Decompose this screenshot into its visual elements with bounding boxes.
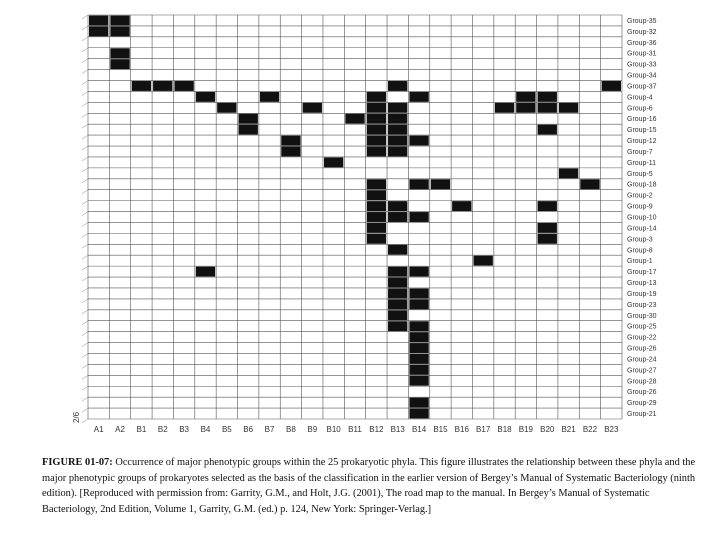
- x-tick-label: B16: [454, 425, 469, 434]
- x-tick-label: B13: [390, 425, 405, 434]
- filled-cell: [538, 92, 557, 102]
- row-stub: [82, 310, 88, 314]
- filled-cell: [281, 136, 300, 146]
- row-stub: [82, 201, 88, 205]
- filled-cell: [303, 103, 322, 113]
- filled-cell: [367, 190, 386, 200]
- filled-cell: [580, 179, 599, 189]
- y-tick-label: Group-4: [627, 94, 653, 102]
- filled-cells: [89, 16, 621, 419]
- filled-cell: [388, 299, 407, 309]
- filled-cell: [516, 92, 535, 102]
- y-tick-label: Group-3: [627, 236, 653, 244]
- filled-cell: [516, 103, 535, 113]
- filled-cell: [409, 409, 428, 419]
- filled-cell: [367, 125, 386, 135]
- row-stub: [82, 288, 88, 292]
- y-tick-label: Group-14: [627, 225, 657, 233]
- filled-cell: [602, 81, 621, 91]
- y-tick-label: Group-17: [627, 269, 657, 277]
- row-stub: [82, 255, 88, 259]
- x-tick-label: A1: [93, 425, 104, 434]
- row-stub: [82, 375, 88, 379]
- filled-cell: [367, 234, 386, 244]
- filled-cell: [367, 223, 386, 233]
- filled-cell: [132, 81, 151, 91]
- filled-cell: [217, 103, 236, 113]
- row-stub: [82, 408, 88, 412]
- filled-cell: [388, 201, 407, 211]
- y-tick-label: Group-5: [627, 170, 653, 178]
- y-tick-label: Group-28: [627, 378, 657, 386]
- y-tick-label: Group-30: [627, 312, 657, 320]
- filled-cell: [388, 103, 407, 113]
- filled-cell: [110, 48, 129, 58]
- y-tick-label: Group-36: [627, 39, 657, 47]
- y-tick-label: Group-13: [627, 280, 657, 288]
- row-stub: [82, 37, 88, 41]
- filled-cell: [110, 59, 129, 69]
- y-tick-label: Group-32: [627, 28, 657, 36]
- y-tick-label: Group-26: [627, 389, 657, 397]
- x-tick-label: B19: [518, 425, 533, 434]
- row-stub: [82, 26, 88, 30]
- x-tick-label: B15: [433, 425, 448, 434]
- filled-cell: [367, 92, 386, 102]
- y-tick-label: Group-35: [627, 17, 657, 25]
- row-stub: [82, 146, 88, 150]
- filled-cell: [196, 267, 215, 277]
- filled-cell: [409, 332, 428, 342]
- row-stub: [82, 179, 88, 183]
- filled-cell: [388, 125, 407, 135]
- x-tick-label: B14: [411, 425, 427, 434]
- row-stub: [82, 277, 88, 281]
- filled-cell: [89, 26, 108, 36]
- y-tick-labels: [627, 18, 657, 418]
- figure-label: FIGURE 01-07:: [42, 457, 113, 468]
- filled-cell: [388, 147, 407, 157]
- row-stub: [82, 222, 88, 226]
- row-stub: [82, 397, 88, 401]
- filled-cell: [559, 168, 578, 178]
- y-tick-label: Group-7: [627, 148, 653, 156]
- x-tick-label: A2: [115, 425, 125, 434]
- filled-cell: [388, 245, 407, 255]
- filled-cell: [388, 278, 407, 288]
- y-tick-label: Group-27: [627, 367, 657, 375]
- filled-cell: [239, 125, 258, 135]
- x-tick-label: B23: [604, 425, 619, 434]
- filled-cell: [495, 103, 514, 113]
- x-tick-label: B20: [540, 425, 555, 434]
- y-tick-label: Group-12: [627, 138, 657, 146]
- row-stub: [82, 212, 88, 216]
- x-tick-label: B4: [200, 425, 211, 434]
- x-tick-label: B2: [157, 425, 168, 434]
- filled-cell: [473, 256, 492, 266]
- filled-cell: [367, 212, 386, 222]
- filled-cell: [174, 81, 193, 91]
- filled-cell: [89, 16, 108, 26]
- figure-caption-text: Occurrence of major phenotypic groups within the 25 prokaryotic phyla. This figure illustrates the relationship between these phyla and the major phenotypic groups of prokaryotes selected as the basis of the classification in the earlier version of Bergey’s Manual of Systematic Bacteriology (ninth edition). [Reproduced with permission from: Garrity, G.M., and Holt, J.G. (2001), The road map to the manual. In Bergey’s Manual of Systematic Bacteriology, 2nd Edition, Volume 1, Garrity, G.M. (ed.) p. 124, New York: Springer-Verlag.]: [42, 457, 696, 515]
- y-tick-label: Group-22: [627, 334, 657, 342]
- corner-label: 2/6: [72, 411, 81, 423]
- x-tick-label: B7: [264, 425, 275, 434]
- y-tick-label: Group-23: [627, 301, 657, 309]
- x-tick-label: B11: [348, 425, 362, 434]
- y-tick-label: Group-16: [627, 116, 657, 124]
- filled-cell: [409, 299, 428, 309]
- y-tick-label: Group-18: [627, 181, 657, 189]
- y-tick-label: Group-25: [627, 323, 657, 331]
- row-stub: [82, 244, 88, 248]
- row-stub: [82, 113, 88, 117]
- filled-cell: [559, 103, 578, 113]
- row-stub: [82, 102, 88, 106]
- x-tick-label: B18: [497, 425, 512, 434]
- filled-cell: [409, 376, 428, 386]
- filled-cell: [409, 136, 428, 146]
- y-tick-label: Group-8: [627, 247, 653, 255]
- filled-cell: [388, 212, 407, 222]
- filled-cell: [153, 81, 172, 91]
- filled-cell: [409, 288, 428, 298]
- row-stub: [82, 190, 88, 194]
- y-tick-label: Group-10: [627, 214, 657, 222]
- filled-cell: [110, 16, 129, 26]
- y-tick-label: Group-11: [627, 159, 657, 167]
- figure-caption: [42, 455, 702, 517]
- filled-cell: [367, 136, 386, 146]
- row-stub: [82, 91, 88, 95]
- y-tick-label: Group-1: [627, 258, 653, 266]
- row-stub: [82, 321, 88, 325]
- filled-cell: [367, 114, 386, 124]
- filled-cell: [260, 92, 279, 102]
- row-stub: [82, 343, 88, 347]
- row-stub: [82, 386, 88, 390]
- filled-cell: [409, 365, 428, 375]
- x-tick-label: B9: [307, 425, 318, 434]
- filled-cell: [367, 147, 386, 157]
- filled-cell: [367, 201, 386, 211]
- x-tick-label: B5: [221, 425, 232, 434]
- x-tick-label: B6: [243, 425, 254, 434]
- filled-cell: [409, 398, 428, 408]
- x-tick-label: B8: [286, 425, 296, 434]
- filled-cell: [324, 157, 343, 167]
- row-stub: [82, 332, 88, 336]
- x-tick-label: B21: [561, 425, 576, 434]
- filled-cell: [409, 343, 428, 353]
- row-stub: [82, 364, 88, 368]
- filled-cell: [367, 103, 386, 113]
- row-stub: [82, 299, 88, 303]
- filled-cell: [388, 321, 407, 331]
- filled-cell: [281, 147, 300, 157]
- filled-cell: [388, 267, 407, 277]
- row-stub: [82, 59, 88, 63]
- row-stub: [82, 168, 88, 172]
- y-tick-label: Group-6: [627, 105, 653, 113]
- filled-cell: [196, 92, 215, 102]
- row-stub: [82, 266, 88, 270]
- row-stub: [82, 157, 88, 161]
- x-tick-label: B22: [582, 425, 598, 434]
- filled-cell: [409, 179, 428, 189]
- filled-cell: [239, 114, 258, 124]
- filled-cell: [388, 81, 407, 91]
- y-tick-label: Group-9: [627, 203, 653, 211]
- filled-cell: [431, 179, 450, 189]
- filled-cell: [538, 234, 557, 244]
- y-tick-label: Group-2: [627, 192, 653, 200]
- x-tick-label: B1: [136, 425, 147, 434]
- row-stub: [82, 419, 88, 423]
- y-tick-label: Group-34: [627, 72, 657, 80]
- y-tick-label: Group-37: [627, 83, 657, 91]
- y-tick-label: Group-19: [627, 290, 657, 298]
- x-tick-labels: [94, 425, 619, 434]
- filled-cell: [345, 114, 364, 124]
- y-tick-label: Group-29: [627, 400, 657, 408]
- filled-cell: [388, 136, 407, 146]
- x-tick-label: B3: [179, 425, 190, 434]
- filled-cell: [367, 179, 386, 189]
- row-stub: [82, 70, 88, 74]
- row-stub: [82, 135, 88, 139]
- filled-cell: [388, 310, 407, 320]
- row-stub: [82, 48, 88, 52]
- row-stub: [82, 233, 88, 237]
- x-tick-label: B10: [326, 425, 341, 434]
- x-tick-label: B12: [369, 425, 384, 434]
- filled-cell: [388, 288, 407, 298]
- y-tick-label: Group-26: [627, 345, 657, 353]
- filled-cell: [409, 267, 428, 277]
- filled-cell: [409, 212, 428, 222]
- row-stub: [82, 15, 88, 19]
- filled-cell: [388, 114, 407, 124]
- filled-cell: [409, 321, 428, 331]
- row-stub: [82, 124, 88, 128]
- y-tick-label: Group-33: [627, 61, 657, 69]
- filled-cell: [538, 125, 557, 135]
- filled-cell: [538, 103, 557, 113]
- filled-cell: [110, 26, 129, 36]
- row-stub: [82, 353, 88, 357]
- filled-cell: [538, 223, 557, 233]
- y-tick-label: Group-24: [627, 356, 657, 364]
- y-tick-label: Group-15: [627, 127, 657, 135]
- grid-lines: [82, 15, 622, 423]
- filled-cell: [538, 201, 557, 211]
- filled-cell: [452, 201, 471, 211]
- x-tick-label: B17: [476, 425, 491, 434]
- y-tick-label: Group-31: [627, 50, 657, 58]
- filled-cell: [409, 354, 428, 364]
- row-stub: [82, 81, 88, 85]
- y-tick-label: Group-21: [627, 411, 657, 419]
- filled-cell: [409, 92, 428, 102]
